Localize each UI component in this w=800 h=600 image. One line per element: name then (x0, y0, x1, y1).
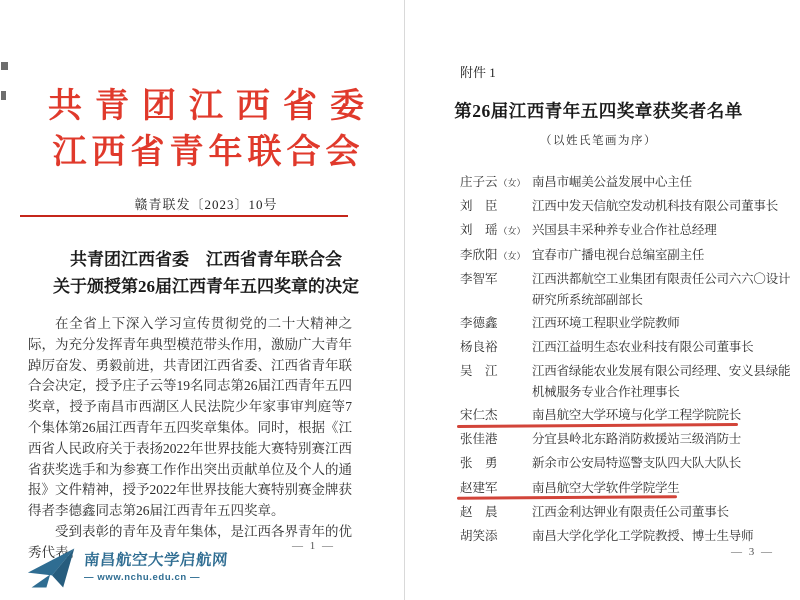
recipient-row (460, 220, 792, 242)
recipient-name: 吴 江 (460, 364, 498, 379)
recipient-description: 兴国县丰采种养专业合作社总经理 (532, 223, 717, 238)
page-left (8, 0, 404, 600)
recipient-row (460, 405, 792, 427)
recipient-name-cell (460, 429, 532, 451)
recipient-description: 南昌航空大学软件学院学生 (532, 480, 680, 495)
recipient-description: 分宜县岭北东路消防救援站三级消防士 (532, 432, 742, 447)
recipient-name: 李欣阳 (460, 247, 498, 262)
recipient-row (460, 453, 792, 475)
recipient-name-cell (460, 337, 532, 359)
recipient-name-cell (460, 361, 532, 402)
logo-site-url: — www.nchu.edu.cn — (84, 572, 201, 583)
recipient-row (460, 526, 792, 548)
document-letterhead (16, 84, 396, 176)
document-title-line1: 共青团江西省委 江西省青年联合会 (70, 250, 342, 269)
page-number-left: — 1 — (292, 540, 335, 552)
recipient-description: 江西省绿能农业发展有限公司经理、安义县绿能机械服务专业合作社理事长 (532, 364, 791, 399)
document-title (8, 246, 404, 300)
recipient-name: 张 勇 (460, 456, 498, 471)
recipient-description: 南昌大学化学化工学院教授、博士生导师 (532, 529, 754, 544)
recipient-description: 江西江益明生态农业科技有限公司董事长 (532, 339, 754, 354)
recipient-name: 李德鑫 (460, 315, 498, 330)
recipient-name-cell (460, 269, 532, 310)
recipient-description: 南昌市崛美公益发展中心主任 (532, 175, 692, 189)
page-number-right: — 3 — (731, 546, 774, 558)
recipient-row (460, 269, 792, 310)
recipient-name: 杨良裕 (460, 339, 498, 354)
recipient-description: 江西环境工程职业学院教师 (532, 315, 680, 330)
document-title-line2: 关于颁授第26届江西青年五四奖章的决定 (53, 277, 359, 296)
recipient-name-cell (460, 405, 532, 427)
scan-artifact (1, 91, 6, 100)
recipient-name: 刘 瑶 (460, 223, 498, 238)
recipient-name: 胡笑添 (460, 529, 498, 544)
recipient-name: 刘 臣 (460, 199, 498, 214)
recipient-description: 江西洪都航空工业集团有限责任公司六六〇设计研究所系统部副部长 (532, 271, 791, 307)
recipient-description: 江西中发天信航空发动机科技有限公司董事长 (532, 199, 779, 214)
recipient-gender-marker: （女） (498, 226, 526, 237)
document-number: 赣青联发〔2023〕10号 (134, 197, 278, 212)
site-watermark-logo (26, 546, 228, 595)
recipient-row (460, 172, 792, 194)
award-list-title: 第26届江西青年五四奖章获奖者名单 (454, 101, 743, 121)
body-paragraph: 在全省上下深入学习宣传贯彻党的二十大精神之际，为充分发挥青年典型模范带头作用，激励广大青年踔厉奋发、勇毅前进，共青团江西省委、江西省青年联合会决定，授予庄子云等19名同志第26届江西青年五四奖章，授予南昌市西湖区人民法院少年家事审判庭等7个集体第26届江西青年五四奖章集体。同时，根据《江西省人民政府关于表扬2022年世界技能大赛特别赛江西省获奖选手和为参赛工作作出突出贡献单位及个人的通报》文件精神，授予2022年世界技能大赛特别赛金牌获得者李德鑫同志第26届江西青年五四奖章。 (28, 316, 352, 519)
recipient-name: 张佳港 (460, 432, 498, 447)
recipient-description: 江西金利达钾业有限责任公司董事长 (532, 504, 729, 519)
recipient-name-cell (460, 502, 532, 524)
recipient-row (460, 245, 792, 267)
recipient-name-cell (460, 220, 532, 242)
recipient-name: 赵 晨 (460, 504, 498, 519)
recipient-gender-marker: （女） (498, 250, 526, 261)
recipient-name: 赵建军 (460, 480, 498, 495)
recipient-row (460, 313, 792, 335)
attachment-label: 附件 1 (460, 65, 496, 80)
recipient-row (460, 429, 792, 451)
scan-artifact (1, 62, 8, 70)
recipient-name-cell (460, 196, 532, 218)
recipient-name-cell (460, 453, 532, 475)
recipient-name: 庄子云 (460, 175, 498, 189)
recipient-name-cell (460, 313, 532, 335)
recipient-list (460, 172, 792, 550)
red-divider-rule (20, 215, 348, 217)
paper-plane-icon (26, 546, 78, 595)
recipient-row (460, 196, 792, 218)
red-hand-underline (457, 496, 677, 501)
logo-site-name: 南昌航空大学启航网 (83, 552, 229, 569)
recipient-row (460, 361, 792, 402)
recipient-description: 南昌航空大学环境与化学工程学院院长 (532, 408, 742, 423)
recipient-row (460, 478, 792, 500)
recipient-row (460, 337, 792, 359)
recipient-name-cell (460, 526, 532, 548)
recipient-name-cell (460, 172, 532, 194)
recipient-description: 新余市公安局特巡警支队四大队大队长 (532, 456, 742, 471)
logo-text (84, 546, 228, 583)
body-paragraph: 受到表彰的青年及青年集体，是江西各界青年的优秀代表。 (28, 523, 352, 560)
recipient-name-cell (460, 245, 532, 267)
issuer-name-line1: 共青团江西省委 (48, 88, 377, 125)
page-right (405, 0, 800, 600)
document-body (28, 314, 352, 564)
recipient-gender-marker: （女） (498, 178, 526, 188)
recipient-name: 李智军 (460, 271, 498, 286)
recipient-description: 宜春市广播电视台总编室副主任 (532, 247, 705, 262)
recipient-name: 宋仁杰 (460, 408, 498, 423)
recipient-row (460, 502, 792, 524)
award-list-subtitle: （以姓氏笔画为序） (540, 135, 657, 147)
issuer-name-line2: 江西省青年联合会 (52, 134, 365, 171)
